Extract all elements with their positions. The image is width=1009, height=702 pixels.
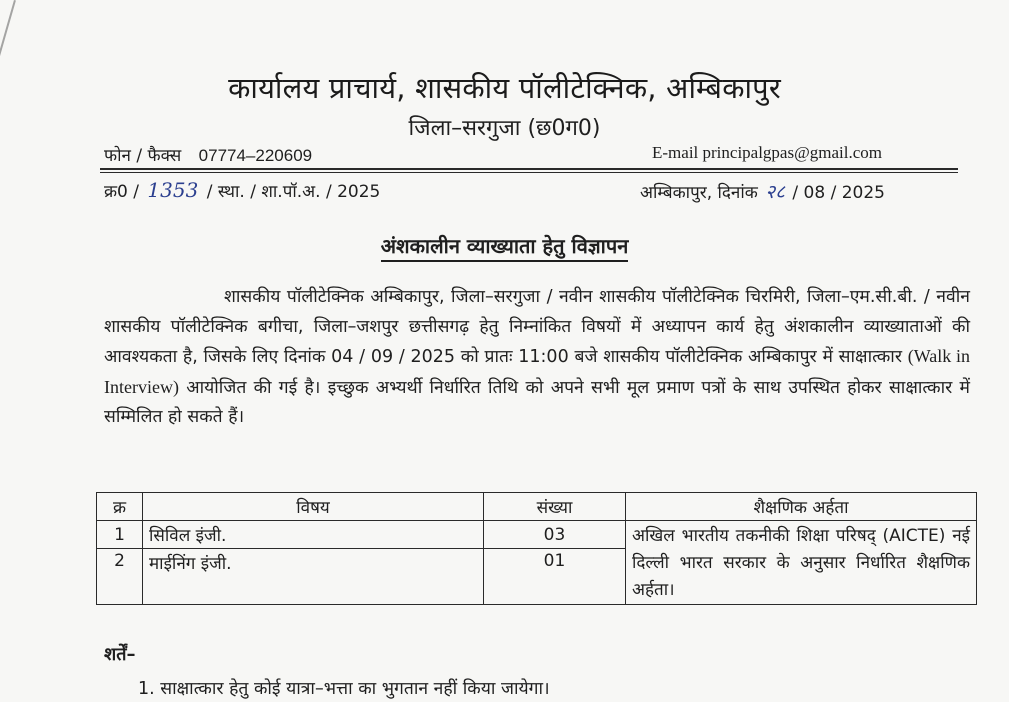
cell-sr: 2 <box>97 549 143 605</box>
district-subheading: जिला–सरगुजा (छ0ग0) <box>408 116 601 141</box>
header-sr: क्र <box>97 493 143 521</box>
body-text-2: आयोजित की गई है। इच्छुक अभ्यर्थी निर्धारित तिथि को अपने सभी मूल प्रमाण पत्रों के साथ उपस्थित होकर साक्षात्कार में सम्मिलित हो सकते हैं। <box>104 377 970 427</box>
subjects-table <box>96 492 977 605</box>
ref-prefix: क्र0 / <box>104 182 140 202</box>
place-label: अम्बिकापुर, दिनांक <box>640 183 758 203</box>
notice-title <box>0 232 1009 259</box>
notice-title-text: अंशकालीन व्याख्याता हेतु विज्ञापन <box>381 234 629 262</box>
date-month-year: / 08 / 2025 <box>792 183 885 203</box>
cell-qualification: अखिल भारतीय तकनीकी शिक्षा परिषद् (AICTE) नई दिल्ली भारत सरकार के अनुसार निर्धारित शैक्षणिक अर्हता। <box>626 521 977 605</box>
cell-subject: सिविल इंजी. <box>143 521 484 549</box>
place-date <box>640 178 885 204</box>
date-handwritten-day: २८ <box>765 181 785 203</box>
header-rule <box>100 168 958 170</box>
header-subject: विषय <box>143 493 484 521</box>
cell-count: 03 <box>484 521 626 549</box>
cell-count: 01 <box>484 549 626 605</box>
header-count: संख्या <box>484 493 626 521</box>
notice-body <box>104 283 970 433</box>
table-row <box>97 521 977 549</box>
cell-subject: माईनिंग इंजी. <box>143 549 484 605</box>
body-text-1: शासकीय पॉलीटेक्निक अम्बिकापुर, जिला–सरगुजा / नवीन शासकीय पॉलीटेक्निक चिरमिरी, जिला–एम.सी.बी. / नवीन शासकीय पॉलीटेक्निक बगीचा, जिला–जशपुर छत्तीसगढ़ हेतु निम्नांकित विषयों में अध्यापन कार्य हेतु अंशकालीन व्याख्याताओं की आवश्यकता है, जिसके लिए दिनांक 04 / 09 / 2025 को प्रातः 11:00 बजे शासकीय पॉलीटेक्निक अम्बिकापुर में साक्षात्कार <box>104 287 970 367</box>
phone-line <box>104 143 312 166</box>
email-line: E-mail principalgpas@gmail.com <box>652 143 882 162</box>
table-header-row <box>97 493 977 521</box>
ref-suffix: / स्था. / शा.पॉ.अ. / 2025 <box>206 182 381 202</box>
header-rule-thin <box>100 172 958 173</box>
phone-label: फोन / फैक्स <box>104 146 182 166</box>
phone-number: 07774–220609 <box>198 146 313 165</box>
ref-handwritten-number: 1353 <box>147 178 199 202</box>
header-qualification: शैक्षणिक अर्हता <box>626 493 977 521</box>
body-latin: (Walk in Interview) <box>104 346 970 397</box>
reference-number <box>104 178 380 202</box>
conditions-heading: शर्तें– <box>104 644 136 665</box>
cell-sr: 1 <box>97 521 143 549</box>
office-heading: कार्यालय प्राचार्य, शासकीय पॉलीटेक्निक, अम्बिकापुर <box>228 71 781 105</box>
condition-item: 1. साक्षात्कार हेतु कोई यात्रा–भत्ता का भुगतान नहीं किया जायेगा। <box>138 679 550 699</box>
